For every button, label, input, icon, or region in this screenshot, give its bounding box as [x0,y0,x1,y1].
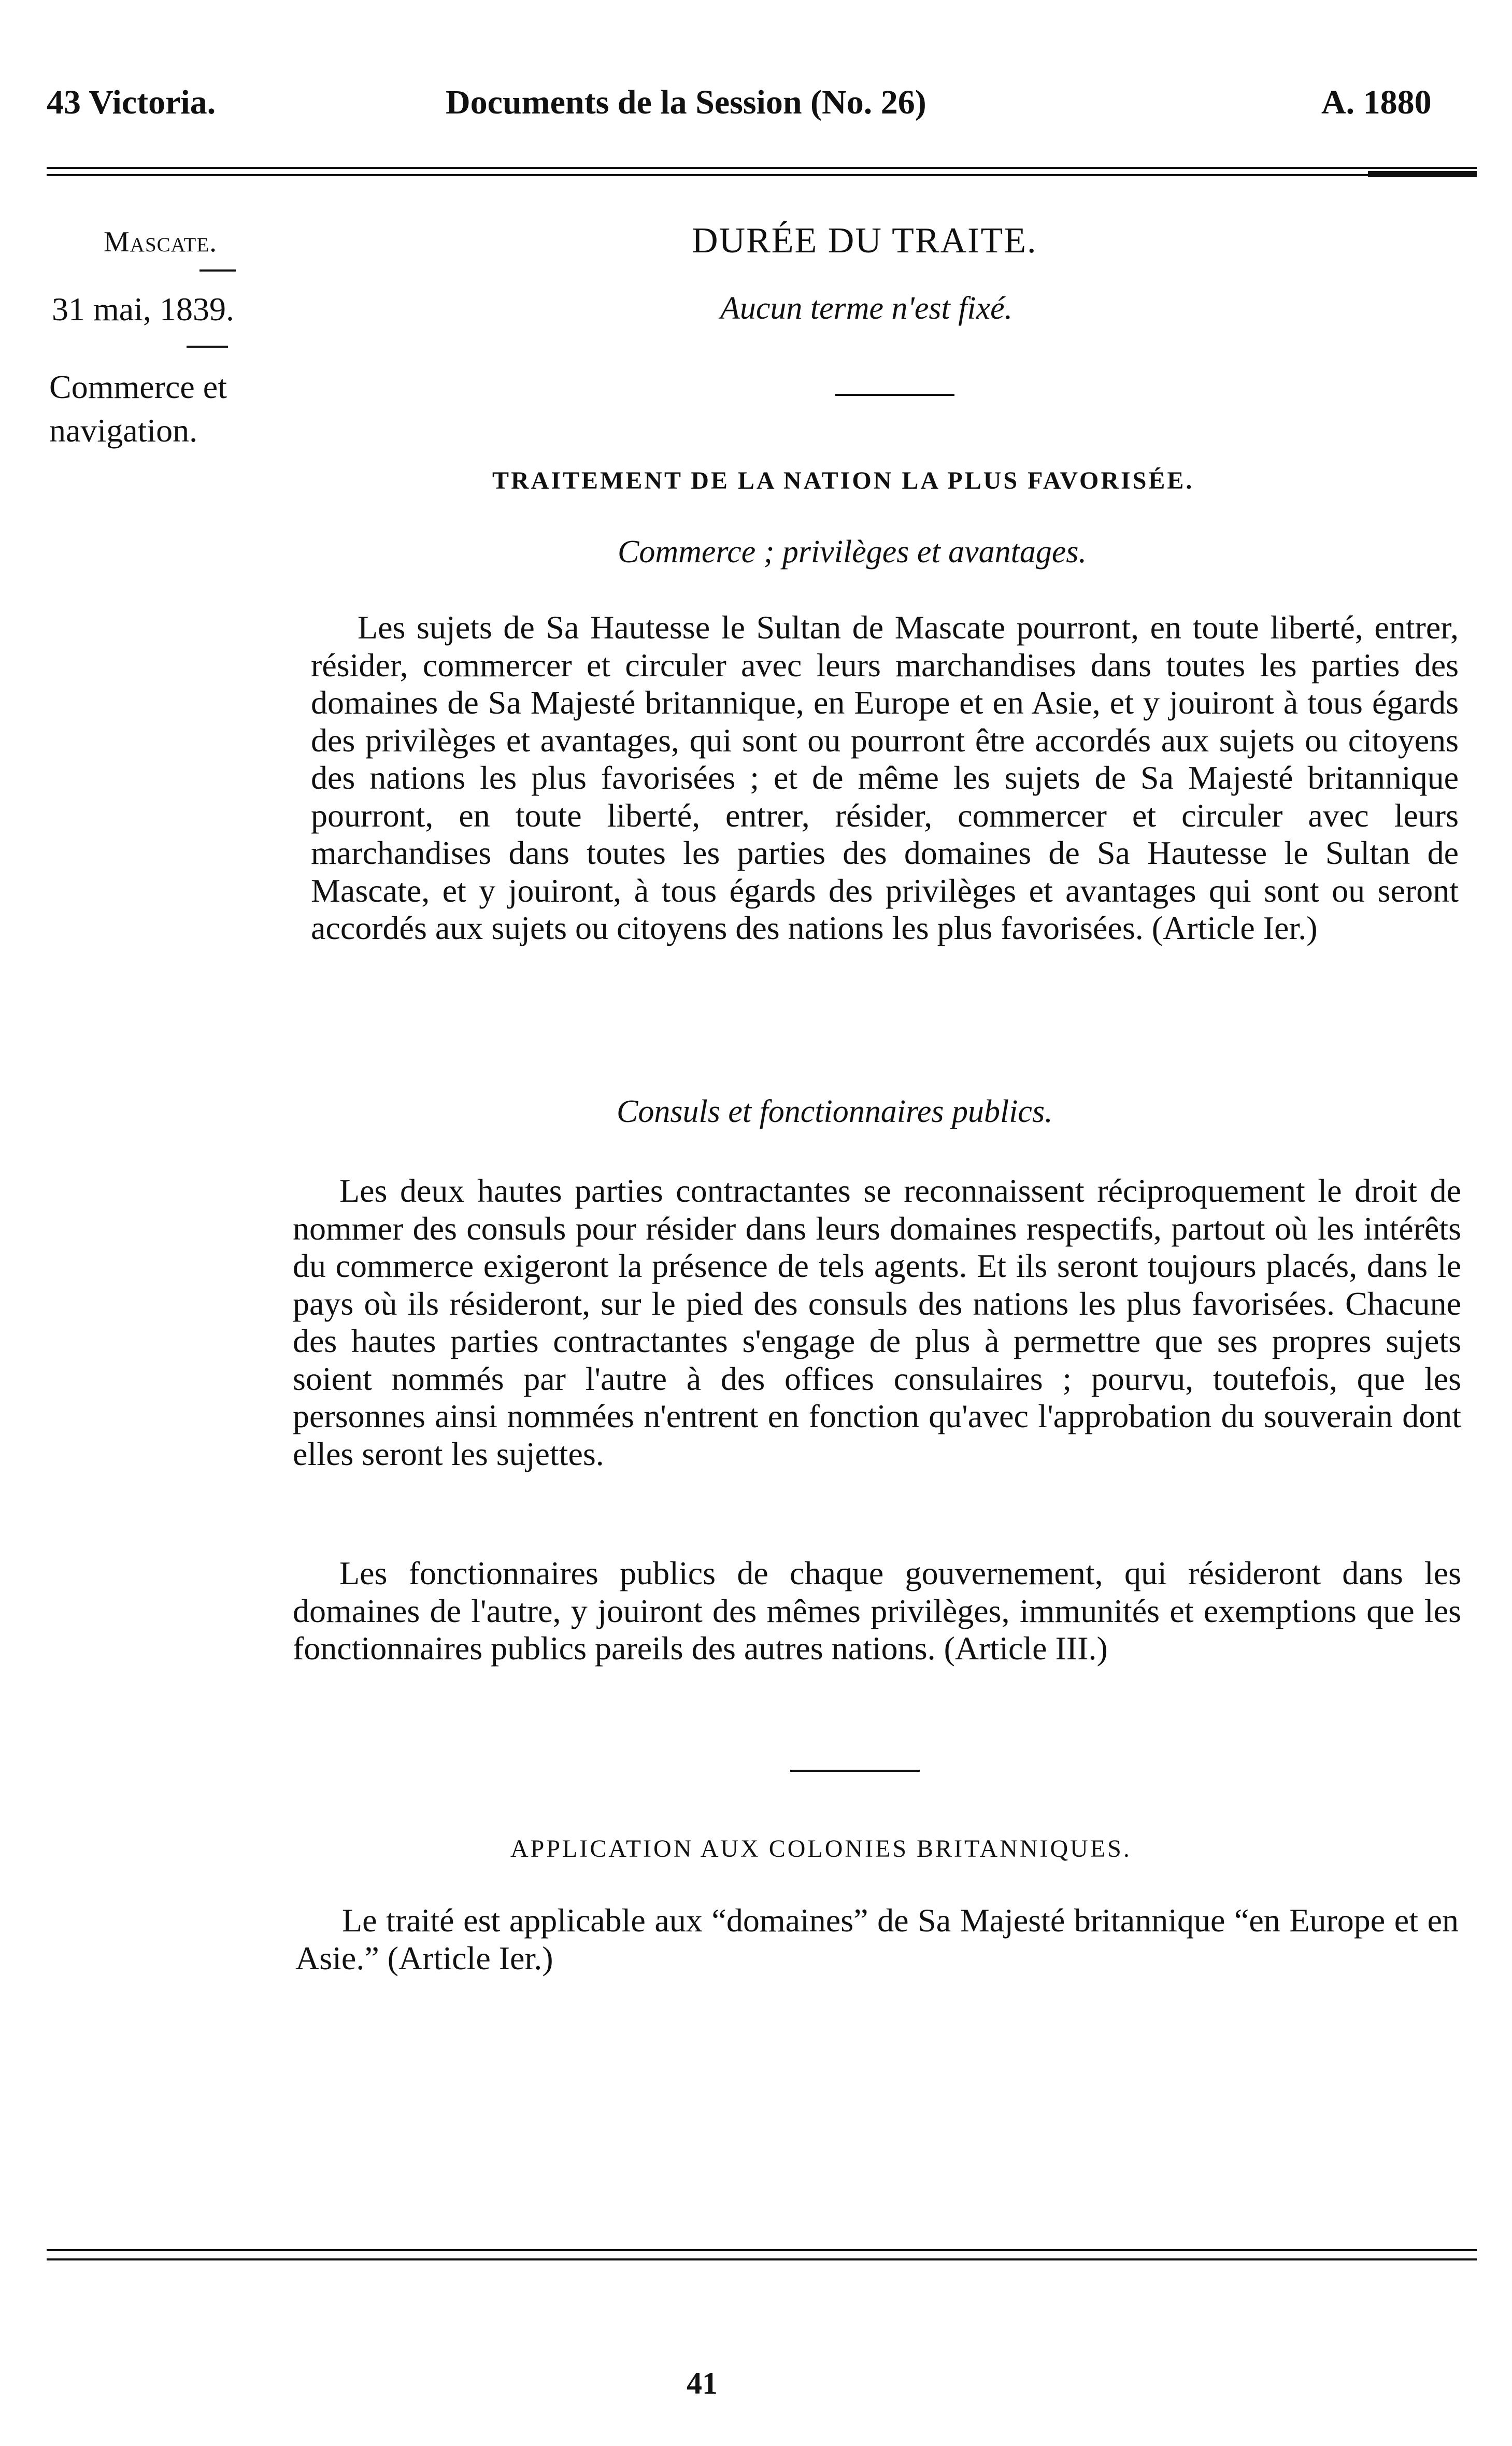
commerce-subheading: Commerce ; privilèges et avantages. [618,534,1087,570]
margin-dash-2 [187,346,228,348]
page-number: 41 [687,2366,718,2400]
colonies-paragraph: Le traité est applicable aux “domaines” de Sa Majesté britannique “en Europe et en Asie.” (Article Ier.) [295,1902,1459,1976]
margin-subject: Commerce et navigation. [49,368,227,449]
consuls-paragraph-2: Les fonctionnaires publics de chaque gouvernement, qui résideront dans les domaines de l'autre, y jouiront des mêmes privilèges, immunités et exemptions que les fonctionnaires publics pareils des autres nations. (Article III.) [293,1555,1461,1667]
header-session: 43 Victoria. [47,83,216,121]
duration-heading: DURÉE DU TRAITE. [692,221,1037,261]
margin-date: 31 mai, 1839. [52,291,234,328]
margin-place: Mascate. [104,226,218,258]
duration-text: Aucun terme n'est fixé. [720,291,1013,326]
mfn-heading: TRAITEMENT DE LA NATION LA PLUS FAVORISÉE. [492,467,1194,494]
header-year: A. 1880 [1321,83,1432,121]
section-separator-2 [790,1770,920,1772]
section-separator [835,394,954,396]
footer-rule-second [47,2258,1477,2260]
consuls-paragraph-1: Les deux hautes parties contractantes se reconnaissent réciproquement le droit de nommer des consuls pour résider dans leurs domaines respectifs, partout où les intérêts du commerce exigeront la présence de tels agents. Et ils seront toujours placés, dans le pays où ils résideront, sur le pied des consuls des nations les plus favorisées. Chacune des hautes parties contractantes s'engage de plus à permettre que ses propres sujets soient nommés par l'autre à des offices consulaires ; pourvu, toutefois, que les personnes ainsi nommées n'entrent en fonction qu'avec l'approbation du souverain dont elles seront les sujettes. [293,1172,1461,1472]
margin-dash [199,269,236,272]
header-rule [47,167,1477,169]
header-rule-second [47,174,1477,176]
footer-rule [47,2249,1477,2251]
commerce-paragraph: Les sujets de Sa Hautesse le Sultan de Mascate pourront, en toute liberté, entrer, résider, commercer et circuler avec leurs marchandises dans toutes les parties des domaines de Sa Majesté britannique, en Europe et en Asie, et y jouiront à tous égards des privilèges et avantages, qui sont ou pourront être accordés aux sujets ou citoyens des nations les plus favorisées ; et de même les sujets de Sa Majesté britannique pourront, en toute liberté, entrer, résider, commercer et circuler avec leurs marchandises dans toutes les parties des domaines de Sa Hautesse le Sultan de Mascate, et y jouiront, à tous égards des privilèges et avantages qui sont ou seront accordés aux sujets ou citoyens des nations les plus favorisées. (Article Ier.) [311,609,1459,946]
header-title: Documents de la Session (No. 26) [446,83,926,121]
header-rule-accent [1368,171,1477,177]
consuls-subheading: Consuls et fonctionnaires publics. [617,1094,1053,1129]
colonies-heading: APPLICATION AUX COLONIES BRITANNIQUES. [510,1835,1132,1862]
